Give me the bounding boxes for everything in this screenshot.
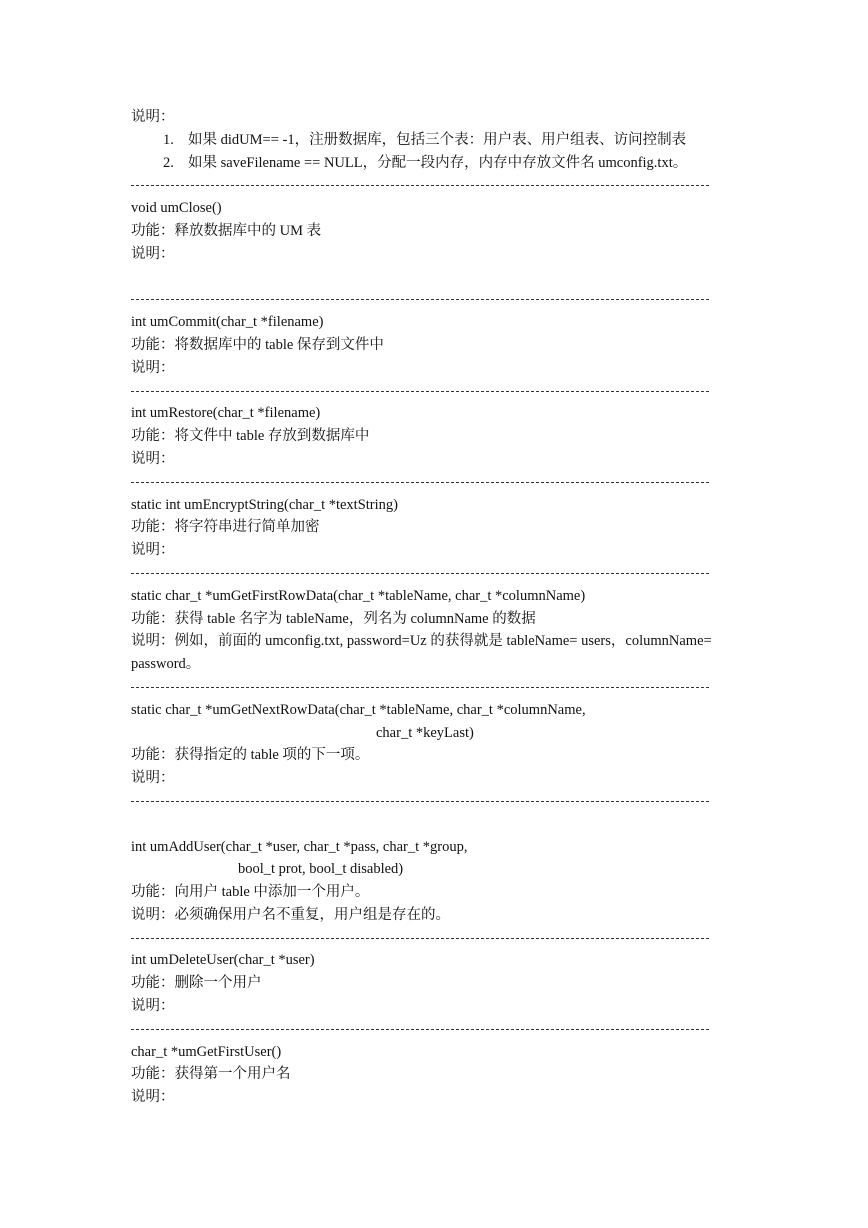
function-description: 功能：获得第一个用户名 [131,1066,291,1083]
function-signature: void umClose() [131,200,222,217]
function-description: 功能：将数据库中的 table 保存到文件中 [131,336,384,353]
list-number: 1. [163,131,174,148]
blank-line [131,266,751,289]
dashed-separator [131,790,751,813]
function-note-continued: password。 [131,656,201,673]
function-signature: char_t *umGetFirstUser() [131,1043,282,1060]
intro-note-label: 说明： [131,109,175,125]
dashed-separator [131,174,751,197]
function-description: 功能：释放数据库中的 UM 表 [131,222,322,239]
function-signature: int umAddUser(char_t *user, char_t *pass, char_t *group, [131,838,468,855]
list-item [131,152,751,175]
function-note: 说明： [131,450,175,467]
function-note: 说明：例如，前面的 umconfig.txt, password=Uz 的获得就是 tableName= users，columnName= [131,633,712,650]
dashed-separator [131,676,751,699]
function-signature: static char_t *umGetFirstRowData(char_t *tableName, char_t *columnName) [131,587,586,604]
function-note: 说明： [131,1089,175,1106]
function-note: 说明： [131,359,175,376]
dashed-separator [131,380,751,403]
function-note: 说明： [131,770,175,787]
function-note: 说明：必须确保用户名不重复，用户组是存在的。 [131,906,450,923]
function-description: 功能：向用户 table 中添加一个用户。 [131,884,370,901]
function-note: 说明： [131,998,175,1015]
function-note: 说明： [131,245,175,262]
function-signature: int umRestore(char_t *filename) [131,405,321,422]
list-number: 2. [163,154,174,171]
dashed-separator [131,471,751,494]
function-description: 功能：将文件中 table 存放到数据库中 [131,428,370,445]
function-signature-continued: bool_t prot, bool_t disabled) [238,861,404,878]
function-description: 功能：将字符串进行简单加密 [131,519,320,536]
dashed-separator [131,1018,751,1041]
function-signature: static int umEncryptString(char_t *textString) [131,496,398,513]
function-signature: static char_t *umGetNextRowData(char_t *tableName, char_t *columnName, [131,701,586,718]
list-item [131,129,751,152]
function-signature-continued: char_t *keyLast) [376,724,474,741]
blank-line [131,813,751,836]
function-signature: int umCommit(char_t *filename) [131,314,324,331]
function-description: 功能：获得指定的 table 项的下一项。 [131,747,370,764]
dashed-separator [131,927,751,950]
dashed-separator [131,288,751,311]
function-note: 说明： [131,542,175,559]
list-text: 如果 saveFilename == NULL，分配一段内存，内存中存放文件名 umconfig.txt。 [188,154,688,171]
function-signature: int umDeleteUser(char_t *user) [131,952,315,969]
list-text: 如果 didUM== -1，注册数据库，包括三个表：用户表、用户组表、访问控制表 [188,131,687,148]
function-description: 功能：获得 table 名字为 tableName，列名为 columnName 的数据 [131,610,536,627]
dashed-separator [131,562,751,585]
document-page [131,106,751,1109]
function-description: 功能：删除一个用户 [131,975,262,992]
